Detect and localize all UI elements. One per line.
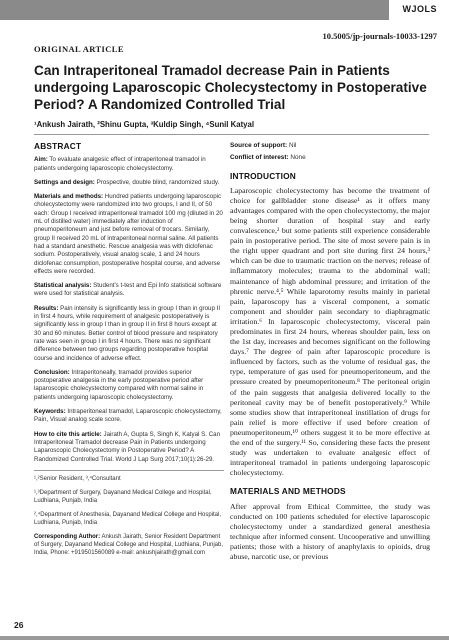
source-of-support [230,142,430,150]
abstract-column [34,142,224,563]
materials-text: Hundred patients undergoing laparoscopic cholecystectomy were randomized into two groups, I and II, of 50 each: Group I received intraperitoneal tramadol 100 mg (diluted in 20 mL of distilled water) immediately after induction of pneumoperitoneum and just before removal of trocars. Similarly, group II received 20 mL of intraperitoneal normal saline. All patients had a standard anesthetic. Rescue analgesia was with diclofenac sodium. Postoperatively, visual analog scale, 1 and 24 hours diclofenac consumption, postoperative hospital course, and adverse effects were recorded. [34,193,223,275]
materials-label: Materials and methods: [34,193,104,201]
stats-label: Statistical analysis: [34,282,92,290]
abstract-citation [34,431,224,464]
aim-label: Aim: [34,156,48,164]
keywords-text: Intraperitoneal tramadol, Laparoscopic cholecystectomy, Pain, Visual analog scale score. [34,408,222,424]
cite-label: How to cite this article: [34,430,102,438]
doi[interactable]: 10.5005/jp-journals-10033-1297 [322,31,437,41]
abstract-stats [34,282,224,299]
footer-band [0,636,449,640]
journal-abbreviation: WJOLS [402,4,437,14]
abstract-aim [34,156,224,173]
title-divider [34,134,429,135]
support-label: Source of support: [230,142,288,149]
conclusion-label: Conclusion: [34,368,70,376]
affiliation-surgery: ¹,³Department of Surgery, Dayanand Medical College and Hospital, Ludhiana, Punjab, India [34,489,212,504]
abstract-settings [34,179,224,187]
corresponding-label: Corresponding Author: [34,533,101,540]
abstract-keywords [34,408,224,425]
results-label: Results: [34,304,59,312]
abstract-heading: ABSTRACT [34,141,82,151]
keywords-label: Keywords: [34,408,66,416]
conflict-of-interest [230,154,430,162]
abstract-results [34,305,224,363]
corresponding-text: Ankush Jairath, Senior Resident Department of Surgery, Dayanand Medical College and Hospital, Ludhiana, Punjab, India, Phone: +919501560089 e-mail: ankushjairath@gmail.com [34,533,224,556]
results-text: Pain intensity is significantly less in group I than in group II in first 4 hours, while requirement of analgesic postoperatively is significantly less in group I than in group II in first 8 hours except at 30 and 60 minutes. Better control of blood pressure and respiratory rate was seen in group I in first 4 hours. There was no significant difference between two groups regarding postoperative hospital course and incidence of adverse effect. [34,304,221,362]
header-band [0,0,449,20]
body-column [230,142,430,566]
author-list: ¹Ankush Jairath, ²Shinu Gupta, ³Kuldip Singh, ⁴Sunil Katyal [34,120,255,129]
cite-text: Jairath A, Gupta S, Singh K, Katyal S. Can Intraperitoneal Tramadol decrease Pain in Patients undergoing Laparoscopic Cholecystectomy in Postoperative Period? A Randomized Controlled Trial. World J Lap Surg 2017;10(1):26-29. [34,430,221,463]
conflict-label: Conflict of interest: [230,154,289,162]
settings-text: Prospective, double blind, randomized study. [96,178,220,186]
article-type: ORIGINAL ARTICLE [34,44,124,54]
methods-heading: MATERIALS AND METHODS [230,486,346,497]
introduction-heading: INTRODUCTION [230,170,297,181]
aim-text: To evaluate analgesic effect of intraperitoneal tramadol in patients undergoing laparoscopic cholecystectomy. [34,156,206,172]
introduction-text: Laparoscopic cholecystectomy has become the treatment of choice for gallbladder stone disease¹ as it offers many advantages compared with the open cholecystectomy, the major being shorter duration of hospital stay and early convalescence,² but some patients still experience considerable pain in postoperative period. The site of most severe pain is in the right upper quadrant and port site during first 24 hours,³ which can be due to traumatic traction on the nerves; release of inflammatory molecules; trauma to the abdominal wall; maintenance of high abdominal pressure; and irritation of the phrenic nerve.⁴,⁵ While laparotomy results mainly in parietal pain, laparoscopy has a visceral component, a somatic component and shoulder pain secondary to diaphragmatic irritation.⁶ In laparoscopic cholecystectomy, visceral pain predominates in first 24 hours, whereas shoulder pain, less on the 1st day, increases and becomes significant on the following days.⁷ The degree of pain after laparoscopic procedure is influenced by factors, such as the volume of residual gas, the type, temperature of gas used for pneumoperitoneum, and the pressure created by pneumoperitoneum.⁸ The peritoneal origin of the pain suggests that analgesia delivered locally to the peritoneal cavity may be of benefit postoperatively.⁹ While some studies show that intraperitoneal instillation of drugs for pain relief is more effective if used before creation of pneumoperitoneum,¹⁰ others suggest it to be more effective at the end of the surgery.¹¹ So, considering these facts the present study was undertaken to evaluate analgesic effect of intraperitoneal tramadol in patients undergoing laparoscopic cholecystectomy. [230,185,430,478]
settings-label: Settings and design: [34,178,95,186]
corresponding-author [34,533,224,557]
conclusion-text: Intraperitoneally, tramadol provides superior postoperative analgesia in the early postoperative period after laparoscopic cholecystectomy compared with normal saline in patients undergoing laparoscopic cholecystectomy. [34,368,204,401]
affiliation-roles: ¹,²Senior Resident, ³,⁴Consultant [34,475,121,482]
support-value: Nil [288,142,297,149]
page-number: 26 [14,620,24,630]
affiliation-anesthesia: ²,⁴Department of Anesthesia, Dayanand Medical College and Hospital, Ludhiana, Punjab, India [34,511,222,526]
abstract-conclusion [34,369,224,402]
methods-text: After approval from Ethical Committee, the study was conducted on 100 patients scheduled for elective laparoscopic cholecystectomy under a standardized general anesthesia technique after informed consent. Uncooperative and unwilling patients; those with a history of anaphylaxis to opioids, drug abuse, narcotic use, or previous [230,501,430,561]
article-title: Can Intraperitoneal Tramadol decrease Pain in Patients undergoing Laparoscopic Cholecystectomy in Postoperative Period? A Randomized Controlled Trial [34,63,427,112]
abstract-materials [34,193,224,276]
affiliation-divider [34,470,224,471]
conflict-value: None [290,154,306,162]
stats-text: Student's t-test and Epi Info statistical software were used for statistical analysis. [34,282,222,298]
